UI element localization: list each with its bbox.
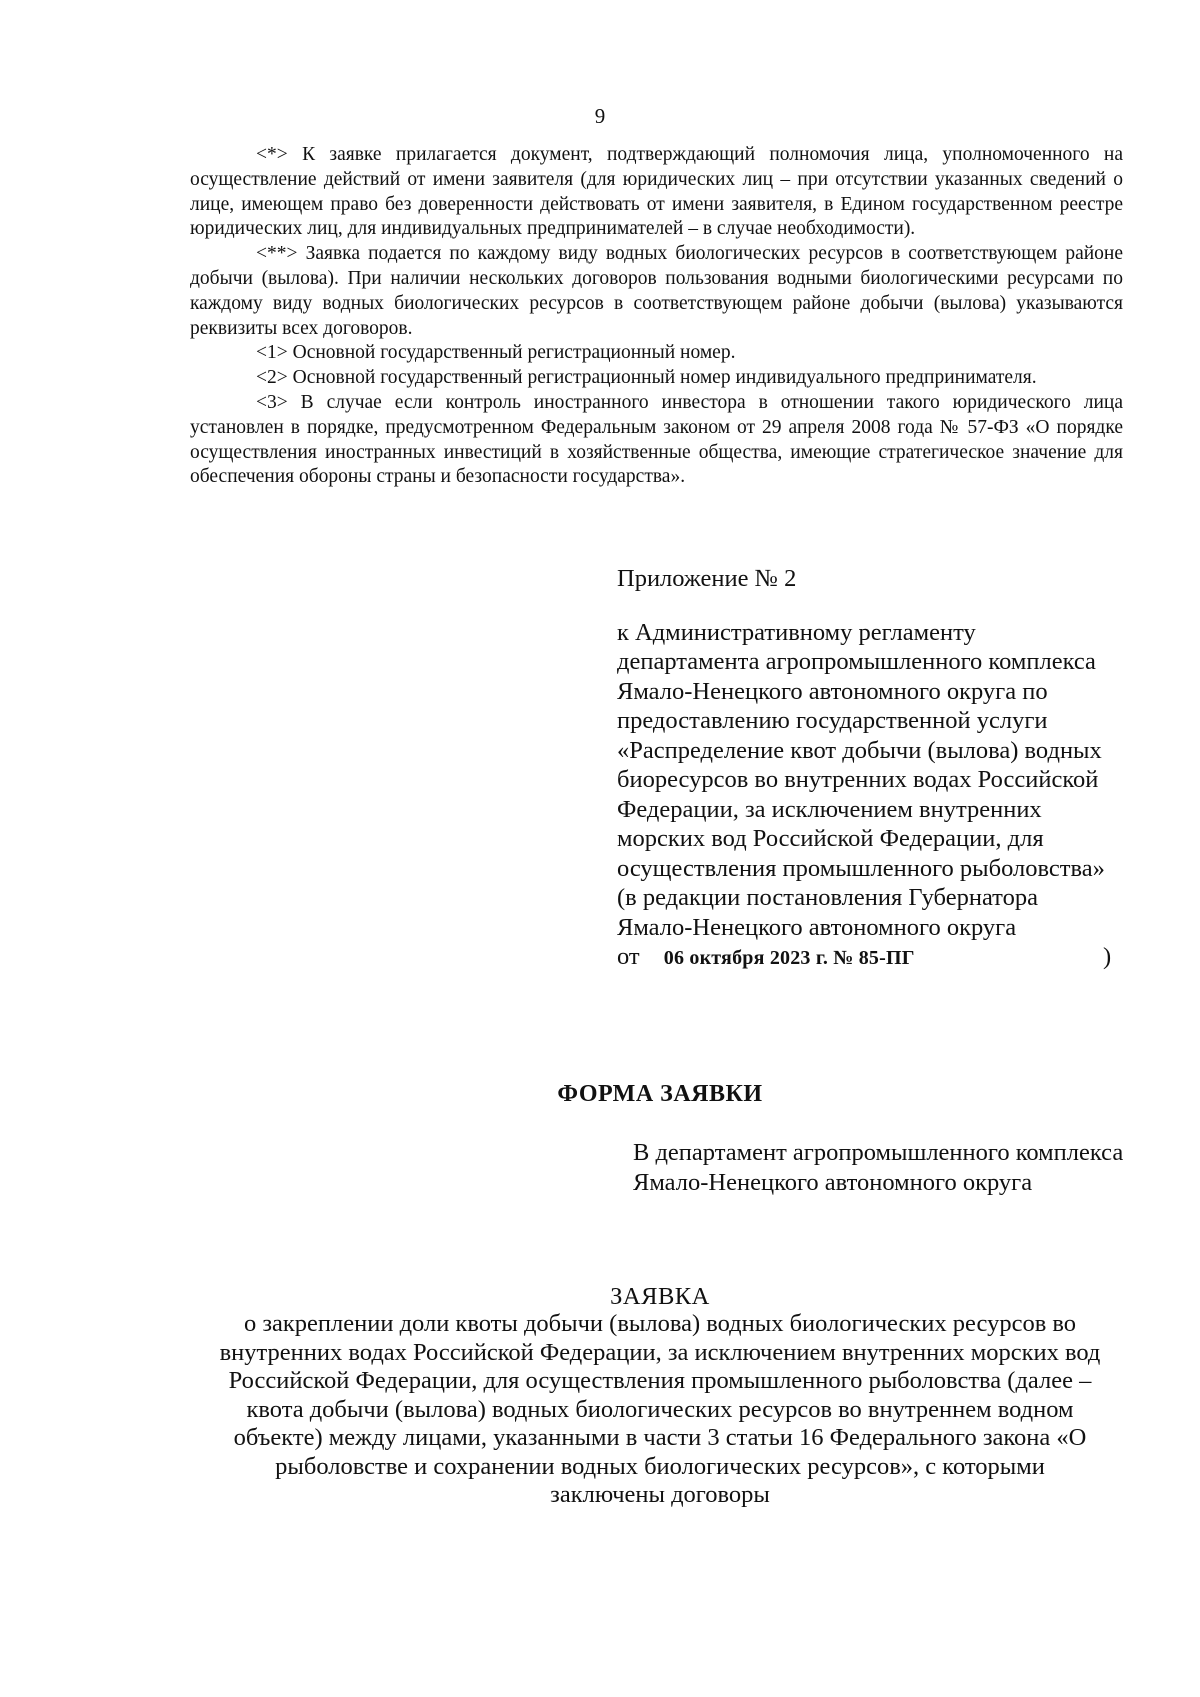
appendix-date-line bbox=[617, 942, 1117, 974]
date-closing-paren: ) bbox=[1103, 943, 1112, 970]
request-subject: о закреплении доли квоты добычи (вылова) водных биологических ресурсов во внутренних водах Российской Федерации, за исключением внутренних морских вод Российской Федерации, для осуществления промышленного рыболовства (далее – квота добычи (вылова) водных биологических ресурсов во внутреннем водном объекте) между лицами, указанными в части 3 статьи 16 Федерального закона «О рыболовстве и сохранении водных биологических ресурсов», с которыми заключены договоры bbox=[219, 1310, 1101, 1508]
form-title: ФОРМА ЗАЯВКИ bbox=[557, 1081, 763, 1107]
footnote-foreign-investor: <3> В случае если контроль иностранного инвестора в отношении такого юридического лица установлен в порядке, предусмотренном Федеральным законом от 29 апреля 2008 года № 57-ФЗ «О порядке осуществления иностранных инвестиций в хозяйственные общества, имеющие стратегическое значение для обеспечения обороны страны и безопасности государства». bbox=[190, 391, 1123, 488]
appendix-header bbox=[617, 564, 1117, 974]
footnote-application-per-species: <**> Заявка подается по каждому виду водных биологических ресурсов в соответствующем районе добычи (вылова). При наличии нескольких договоров пользования водными биологическими ресурсами по каждому виду водных биологических ресурсов в соответствующем районе добычи (вылова) указываются реквизиты всех договоров. bbox=[190, 243, 1123, 339]
date-prefix: от bbox=[617, 943, 640, 970]
footnote-authority-document: <*> К заявке прилагается документ, подтверждающий полномочия лица, уполномоченного на осуществление действий от имени заявителя (для юридических лиц – при отсутствии указанных сведений о лице, имеющем право без доверенности действовать от имени заявителя, в Едином государственном реестре юридических лиц, для индивидуальных предпринимателей – в случае необходимости). bbox=[190, 144, 1123, 240]
request-title: ЗАЯВКА bbox=[610, 1283, 710, 1310]
appendix-number: Приложение № 2 bbox=[617, 565, 797, 592]
date-stamp: 06 октября 2023 г. № 85-ПГ bbox=[663, 947, 915, 969]
footnote-ogrnip: <2> Основной государственный регистрационный номер индивидуального предпринимателя. bbox=[256, 367, 1037, 389]
footnotes-section bbox=[190, 143, 1123, 490]
appendix-description: к Административному регламенту департамента агропромышленного комплекса Ямало-Ненецкого автономного округа по предоставлению государственной услуги «Распределение квот добычи (вылова) водных биоресурсов во внутренних водах Российской Федерации, за исключением внутренних морских вод Российской Федерации, для осуществления промышленного рыболовства» (в редакции постановления Губернатора Ямало-Ненецкого автономного округа bbox=[617, 618, 1105, 941]
addressee: В департамент агропромышленного комплекса Ямало-Ненецкого автономного округа bbox=[633, 1139, 1124, 1196]
footnote-ogrn: <1> Основной государственный регистрационный номер. bbox=[256, 342, 736, 364]
page-number: 9 bbox=[594, 104, 606, 128]
